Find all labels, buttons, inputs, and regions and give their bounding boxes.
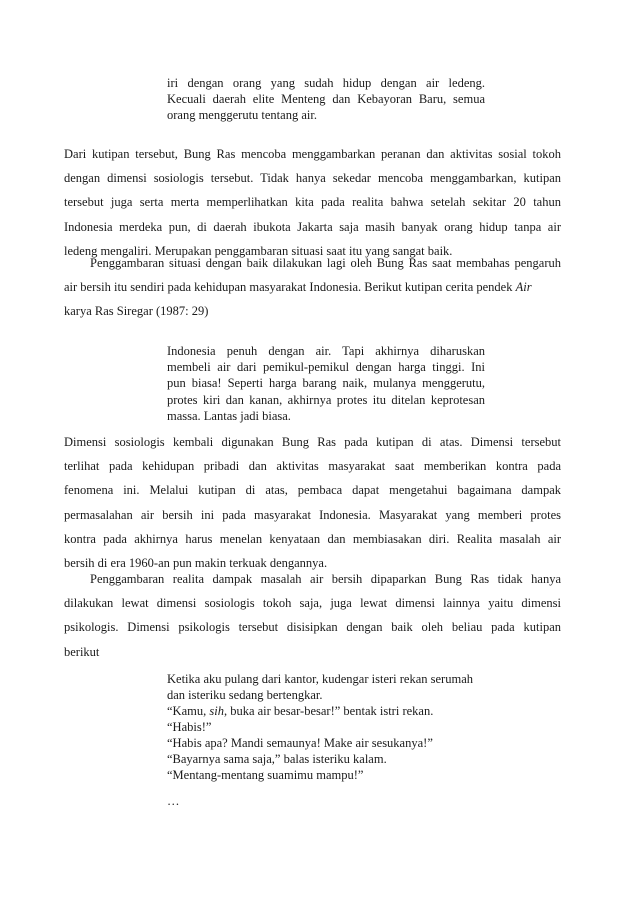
quote-line bbox=[167, 703, 507, 719]
paragraph-line: terlihat pada kehidupan pribadi dan aktivitas masyarakat saat memberikan kontra pada bbox=[64, 459, 561, 474]
quote-text: “Kamu, bbox=[167, 704, 210, 718]
paragraph-line: dilakukan lewat dimensi sosiologis tokoh saja, juga lewat dimensi lainnya yaitu dimensi bbox=[64, 596, 561, 611]
paragraph-line: tersebut juga serta merta memperlihatkan kita pada realita bahwa setelah sekitar 20 tahun bbox=[64, 195, 561, 210]
ellipsis: … bbox=[167, 794, 180, 808]
paragraph-line: kontra pada akhirnya harus menelan kenyataan dan membiasakan diri. Realita masalah air bbox=[64, 531, 561, 546]
paragraph-line bbox=[64, 275, 561, 299]
spacer bbox=[167, 783, 507, 793]
paragraph-line: psikologis. Dimensi psikologis tersebut disisipkan dengan baik oleh beliau pada kutipan bbox=[64, 620, 561, 635]
block-quote-1 bbox=[167, 75, 485, 124]
block-quote-2 bbox=[167, 343, 485, 424]
quote-line: “Bayarnya sama saja,” balas isteriku kalam. bbox=[167, 752, 387, 766]
quote-line: Ketika aku pulang dari kantor, kudengar isteri rekan serumah bbox=[167, 672, 473, 686]
paragraph-line: Penggambaran situasi dengan baik dilakukan lagi oleh Bung Ras saat membahas pengaruh bbox=[90, 256, 561, 270]
quote-text: , buka air besar-besar!” bentak istri rekan. bbox=[223, 704, 434, 718]
paragraph-line: permasalahan air bersih ini pada masyarakat Indonesia. Masyarakat yang memberi protes bbox=[64, 507, 561, 522]
quote-line: dan isteriku sedang bertengkar. bbox=[167, 688, 323, 702]
paragraph-line: karya Ras Siregar (1987: 29) bbox=[64, 304, 209, 319]
paragraph-line: ledeng mengaliri. Merupakan penggambaran situasi saat itu yang sangat baik. bbox=[64, 243, 453, 258]
block-quote-3 bbox=[167, 671, 507, 809]
quote-line: massa. Lantas jadi biasa. bbox=[167, 408, 291, 423]
quote-line: “Habis!” bbox=[167, 720, 212, 734]
quote-line: pun biasa! Seperti harga barang naik, mulanya menggerutu, bbox=[167, 376, 485, 391]
paragraph-3 bbox=[64, 430, 561, 575]
paragraph-line: fenomena ini. Melalui kutipan di atas, pembaca dapat mengetahui bagaimana dampak bbox=[64, 483, 561, 498]
quote-line: protes kiri dan kanan, akhirnya protes itu ditelan keprotesan bbox=[167, 392, 485, 407]
paragraph-line: Indonesia merdeka pun, di daerah ibukota Jakarta saja masih banyak orang hidup tanpa air bbox=[64, 219, 561, 234]
paragraph-line: Dari kutipan tersebut, Bung Ras mencoba menggambarkan peranan dan aktivitas sosial tokoh bbox=[64, 147, 561, 161]
paragraph-1 bbox=[64, 142, 561, 263]
story-title-air: Air bbox=[515, 280, 532, 295]
quote-italic-word: sih bbox=[209, 704, 224, 718]
paragraph-line: berikut bbox=[64, 644, 100, 659]
paragraph-line: Dimensi sosiologis kembali digunakan Bung Ras pada kutipan di atas. Dimensi tersebut bbox=[64, 435, 561, 449]
paragraph-line: bersih di era 1960-an pun makin terkuak dengannya. bbox=[64, 555, 328, 570]
paragraph-line: Penggambaran realita dampak masalah air bersih dipaparkan Bung Ras tidak hanya bbox=[90, 572, 561, 586]
paragraph-line: dengan dimensi sosiologis tersebut. Tidak hanya sekedar mencoba menggambarkan, kutipan bbox=[64, 171, 561, 186]
quote-line: “Habis apa? Mandi semaunya! Make air sesukanya!” bbox=[167, 736, 433, 750]
quote-line: Kecuali daerah elite Menteng dan Kebayoran Baru, semua bbox=[167, 92, 485, 107]
quote-line: “Mentang-mentang suamimu mampu!” bbox=[167, 768, 364, 782]
quote-line: membeli air dari pemikul-pemikul dengan harga tinggi. Ini bbox=[167, 360, 485, 375]
paragraph-2 bbox=[64, 251, 561, 324]
paragraph-text: air bersih itu sendiri pada kehidupan masyarakat Indonesia. Berikut kutipan cerita pendek bbox=[64, 280, 516, 295]
quote-line: iri dengan orang yang sudah hidup dengan air ledeng. bbox=[167, 76, 485, 90]
paragraph-4 bbox=[64, 567, 561, 664]
quote-line: Indonesia penuh dengan air. Tapi akhirnya diharuskan bbox=[167, 344, 485, 358]
quote-line: orang menggerutu tentang air. bbox=[167, 108, 317, 123]
